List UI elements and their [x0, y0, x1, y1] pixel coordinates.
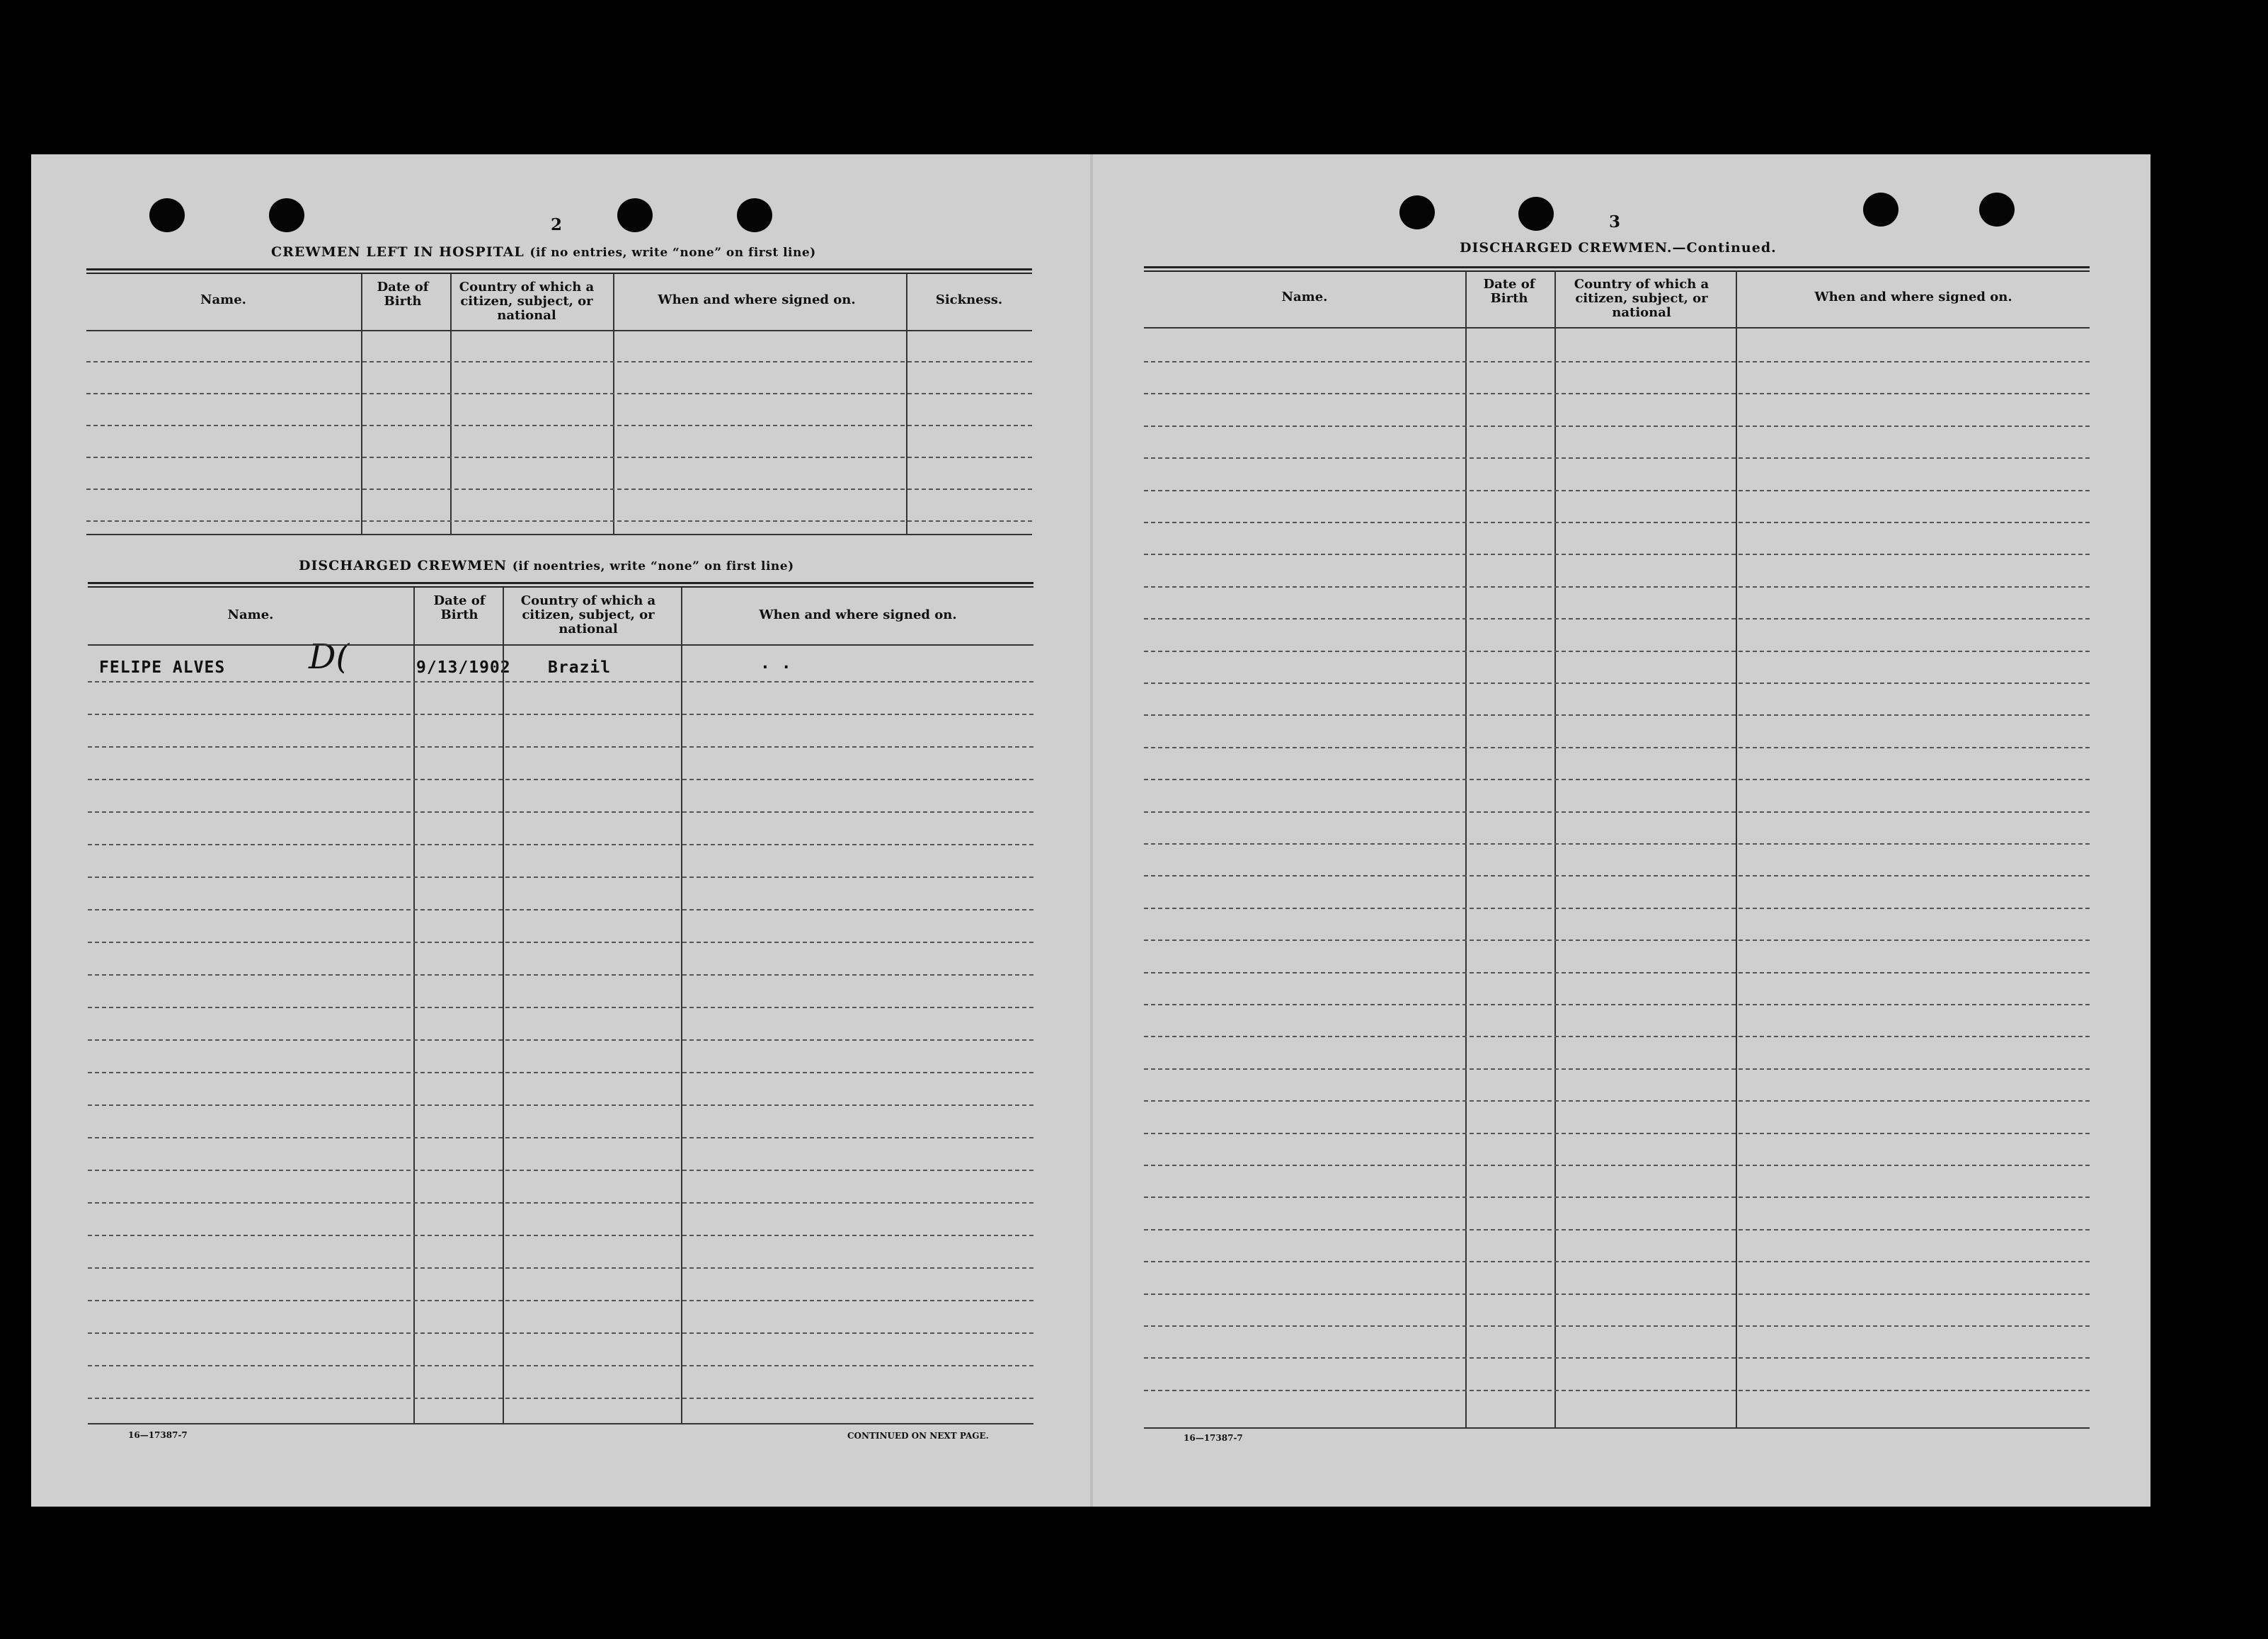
- document-sheet: [31, 154, 2150, 1507]
- row-line: [88, 1137, 1033, 1138]
- row-line: [88, 1267, 1033, 1269]
- row-line: [1144, 714, 2090, 716]
- row-line: [88, 1235, 1033, 1236]
- row-line: [88, 909, 1033, 910]
- punch-hole: [1518, 197, 1554, 231]
- discharged-col-signed-on: When and where signed on.: [759, 607, 957, 622]
- discharged-top-rule: [88, 582, 1033, 588]
- column-divider: [450, 273, 452, 534]
- row-line: [88, 1300, 1033, 1301]
- row-line: [1144, 1100, 2090, 1102]
- row-line: [88, 1398, 1033, 1399]
- discharged-section-title: [299, 558, 794, 573]
- row-line: [1144, 940, 2090, 941]
- column-divider: [681, 588, 682, 1423]
- header-rule: [1144, 327, 2090, 329]
- right-section-title: DISCHARGED CREWMEN.—Continued.: [1460, 240, 1777, 256]
- column-divider: [1736, 270, 1737, 1427]
- row-line: [1144, 972, 2090, 973]
- column-divider: [361, 273, 362, 534]
- row-line: [1144, 1004, 2090, 1005]
- column-divider: [1465, 270, 1467, 1427]
- row-line: [86, 520, 1032, 522]
- punch-hole: [617, 198, 653, 232]
- column-divider: [613, 273, 614, 534]
- row-line: [1144, 1068, 2090, 1070]
- row-line: [88, 1202, 1033, 1204]
- punch-hole: [269, 198, 304, 232]
- row-line: [88, 714, 1033, 715]
- row-line: [88, 876, 1033, 878]
- row-line: [1144, 361, 2090, 362]
- row-line: [1144, 1325, 2090, 1327]
- row-line: [86, 489, 1032, 490]
- discharged-col-country: Country of which a citizen, subject, or national: [520, 593, 656, 636]
- column-divider: [906, 273, 907, 534]
- row-line: [1144, 457, 2090, 459]
- punch-hole: [1399, 195, 1435, 229]
- row-line: [1144, 1261, 2090, 1262]
- punch-hole: [1863, 193, 1898, 227]
- row-line: [1144, 843, 2090, 845]
- row-line: [1144, 1229, 2090, 1230]
- row-line: [88, 974, 1033, 976]
- crewman-name: FELIPE ALVES: [99, 658, 226, 677]
- row-line: [88, 1365, 1033, 1366]
- row-line: [1144, 747, 2090, 748]
- row-line: [1144, 490, 2090, 491]
- row-line: [1144, 522, 2090, 523]
- row-line: [1144, 811, 2090, 813]
- page-fold: [1090, 154, 1093, 1507]
- row-line: [1144, 683, 2090, 684]
- right-col-country: Country of which a citizen, subject, or national: [1574, 277, 1709, 320]
- page-number: 3: [1609, 212, 1621, 232]
- hospital-instruction: (if no entries, write “none” on first line): [529, 246, 816, 260]
- table-bottom-rule: [1144, 1427, 2090, 1429]
- right-col-name: Name.: [1281, 290, 1328, 304]
- row-line: [1144, 1165, 2090, 1166]
- row-line: [1144, 393, 2090, 394]
- column-divider: [503, 588, 504, 1423]
- row-line: [1144, 1390, 2090, 1391]
- row-line: [88, 1170, 1033, 1171]
- row-line: [1144, 426, 2090, 427]
- row-line: [1144, 1357, 2090, 1359]
- row-line: [88, 746, 1033, 748]
- crewman-country: Brazil: [548, 658, 612, 677]
- row-line: [88, 1104, 1033, 1106]
- punch-hole: [1979, 193, 2015, 227]
- hospital-title-text: CREWMEN LEFT IN HOSPITAL: [271, 244, 525, 260]
- row-line: [1144, 1197, 2090, 1198]
- right-top-rule: [1144, 266, 2090, 272]
- left-form-number: 16—17387-7: [128, 1430, 188, 1440]
- crewman-signed-on: . .: [760, 654, 792, 673]
- row-line: [88, 1332, 1033, 1334]
- row-line: [1144, 651, 2090, 652]
- column-divider: [413, 588, 415, 1423]
- discharged-col-name: Name.: [227, 607, 274, 622]
- row-line: [1144, 1036, 2090, 1037]
- discharged-title-text: DISCHARGED CREWMEN: [299, 558, 508, 573]
- hospital-top-rule: [86, 268, 1032, 274]
- row-line: [88, 844, 1033, 845]
- discharged-col-dob: Date of Birth: [433, 593, 486, 622]
- table-bottom-rule: [86, 534, 1032, 535]
- punch-hole: [737, 198, 772, 232]
- column-divider: [1554, 270, 1556, 1427]
- row-line: [1144, 586, 2090, 588]
- row-line: [88, 942, 1033, 943]
- hospital-col-country: Country of which a citizen, subject, or national: [459, 280, 595, 323]
- row-line: [86, 425, 1032, 426]
- hospital-section-title: [271, 244, 816, 260]
- discharged-instruction: (if noentries, write “none” on first line): [512, 559, 794, 573]
- row-line: [88, 811, 1033, 813]
- row-line: [88, 1072, 1033, 1073]
- right-col-dob: Date of Birth: [1483, 277, 1535, 306]
- hospital-col-signed-on: When and where signed on.: [658, 292, 856, 307]
- row-line: [86, 457, 1032, 458]
- row-line: [1144, 618, 2090, 619]
- row-line: [88, 1039, 1033, 1041]
- crewman-date-of-birth: 9/13/1902: [416, 658, 511, 677]
- header-rule: [86, 330, 1032, 331]
- row-line: [1144, 1294, 2090, 1295]
- punch-hole: [149, 198, 185, 232]
- row-line: [86, 361, 1032, 362]
- page-number: 2: [551, 215, 563, 234]
- row-line: [1144, 554, 2090, 555]
- row-line: [88, 779, 1033, 780]
- right-col-signed-on: When and where signed on.: [1814, 290, 2012, 304]
- table-bottom-rule: [88, 1423, 1033, 1424]
- continued-note: CONTINUED ON NEXT PAGE.: [847, 1431, 989, 1441]
- row-line: [1144, 875, 2090, 876]
- hospital-col-name: Name.: [200, 292, 246, 307]
- row-line: [1144, 779, 2090, 780]
- row-line: [88, 1007, 1033, 1008]
- row-line: [1144, 908, 2090, 909]
- row-line: [1144, 1133, 2090, 1134]
- header-rule: [88, 644, 1033, 646]
- right-form-number: 16—17387-7: [1184, 1433, 1243, 1443]
- row-line: [86, 393, 1032, 394]
- row-line: [88, 681, 1033, 683]
- hospital-col-dob: Date of Birth: [377, 280, 429, 309]
- hospital-col-sickness: Sickness.: [935, 292, 1003, 307]
- handwritten-mark: D(: [309, 637, 350, 677]
